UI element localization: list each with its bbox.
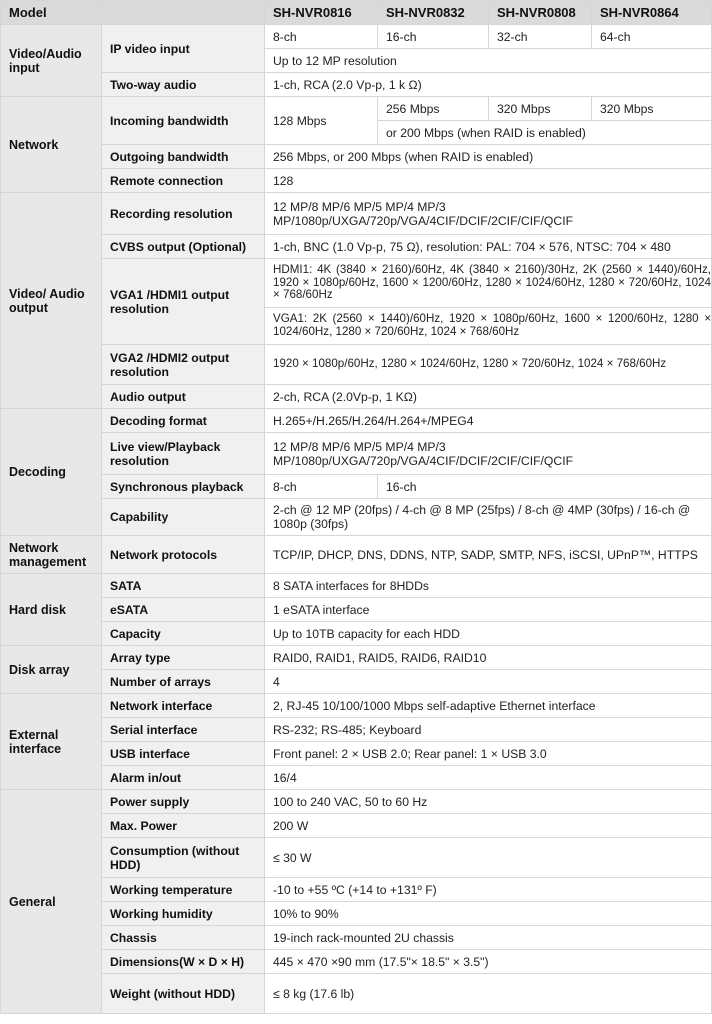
table-row xyxy=(1,878,712,902)
model-header-2: SH-NVR0832 xyxy=(378,1,489,25)
spec-value: RAID0, RAID1, RAID5, RAID6, RAID10 xyxy=(265,646,712,670)
spec-label: Incoming bandwidth xyxy=(102,97,265,145)
table-row xyxy=(1,974,712,1014)
table-row xyxy=(1,838,712,878)
spec-label: Max. Power xyxy=(102,814,265,838)
spec-label: VGA2 /HDMI2 output resolution xyxy=(102,345,265,385)
spec-label: SATA xyxy=(102,574,265,598)
spec-label: Weight (without HDD) xyxy=(102,974,265,1014)
spec-label: Power supply xyxy=(102,790,265,814)
spec-value: 100 to 240 VAC, 50 to 60 Hz xyxy=(265,790,712,814)
table-row xyxy=(1,814,712,838)
table-row xyxy=(1,926,712,950)
spec-label: Chassis xyxy=(102,926,265,950)
spec-label: Working humidity xyxy=(102,902,265,926)
table-row xyxy=(1,259,712,308)
spec-label: Consumption (without HDD) xyxy=(102,838,265,878)
spec-label: Network interface xyxy=(102,694,265,718)
spec-value: 445 × 470 ×90 mm (17.5"× 18.5" × 3.5") xyxy=(265,950,712,974)
incoming-value-4: 320 Mbps xyxy=(592,97,712,121)
spec-value: HDMI1: 4K (3840 × 2160)/60Hz, 4K (3840 × 2160)/30Hz, 2K (2560 × 1440)/60Hz, 1920 × 1080p/60Hz, 1600 × 1200/60Hz, 1280 × 1024/60Hz, 1280 × 720/60Hz, 1024 × 768/60Hz xyxy=(265,259,712,308)
spec-value: 2-ch, RCA (2.0Vp-p, 1 KΩ) xyxy=(265,385,712,409)
spec-label: Array type xyxy=(102,646,265,670)
category-disk-array: Disk array xyxy=(1,646,102,694)
category-network-management: Network management xyxy=(1,536,102,574)
spec-label: Synchronous playback xyxy=(102,475,265,499)
spec-label: Two-way audio xyxy=(102,73,265,97)
model-header-4: SH-NVR0864 xyxy=(592,1,712,25)
table-row xyxy=(1,742,712,766)
spec-value: 12 MP/8 MP/6 MP/5 MP/4 MP/3 MP/1080p/UXGA/720p/VGA/4CIF/DCIF/2CIF/CIF/QCIF xyxy=(265,193,712,235)
spec-value: 1-ch, BNC (1.0 Vp-p, 75 Ω), resolution: PAL: 704 × 576, NTSC: 704 × 480 xyxy=(265,235,712,259)
spec-label: VGA1 /HDMI1 output resolution xyxy=(102,259,265,345)
category-video-audio-input: Video/Audio input xyxy=(1,25,102,97)
ip-channel-4: 64-ch xyxy=(592,25,712,49)
sync-value-1: 8-ch xyxy=(265,475,378,499)
table-row xyxy=(1,536,712,574)
table-row xyxy=(1,433,712,475)
table-row xyxy=(1,345,712,385)
spec-value: 10% to 90% xyxy=(265,902,712,926)
spec-value: Up to 12 MP resolution xyxy=(265,49,712,73)
spec-value: -10 to +55 ºC (+14 to +131º F) xyxy=(265,878,712,902)
incoming-value-3: 320 Mbps xyxy=(489,97,592,121)
table-row xyxy=(1,598,712,622)
table-row xyxy=(1,670,712,694)
table-row xyxy=(1,193,712,235)
table-row xyxy=(1,718,712,742)
spec-label: CVBS output (Optional) xyxy=(102,235,265,259)
spec-label: Outgoing bandwidth xyxy=(102,145,265,169)
category-decoding: Decoding xyxy=(1,409,102,536)
category-network: Network xyxy=(1,97,102,193)
spec-label: eSATA xyxy=(102,598,265,622)
table-row xyxy=(1,235,712,259)
spec-value: ≤ 30 W xyxy=(265,838,712,878)
spec-label: USB interface xyxy=(102,742,265,766)
spec-label: Network protocols xyxy=(102,536,265,574)
ip-channel-2: 16-ch xyxy=(378,25,489,49)
category-general: General xyxy=(1,790,102,1014)
table-row xyxy=(1,950,712,974)
spec-value: 2-ch @ 12 MP (20fps) / 4-ch @ 8 MP (25fps) / 8-ch @ 4MP (30fps) / 16-ch @ 1080p (30fps) xyxy=(265,499,712,536)
table-row xyxy=(1,694,712,718)
spec-label: Working temperature xyxy=(102,878,265,902)
spec-label: Capacity xyxy=(102,622,265,646)
spec-value: 12 MP/8 MP/6 MP/5 MP/4 MP/3 MP/1080p/UXGA/720p/VGA/4CIF/DCIF/2CIF/CIF/QCIF xyxy=(265,433,712,475)
sync-value-2: 16-ch xyxy=(378,475,712,499)
spec-value: Up to 10TB capacity for each HDD xyxy=(265,622,712,646)
spec-label: Dimensions(W × D × H) xyxy=(102,950,265,974)
table-row xyxy=(1,25,712,49)
table-row xyxy=(1,902,712,926)
incoming-value-2: 256 Mbps xyxy=(378,97,489,121)
spec-value: or 200 Mbps (when RAID is enabled) xyxy=(378,121,712,145)
spec-value: 1 eSATA interface xyxy=(265,598,712,622)
spec-value: 200 W xyxy=(265,814,712,838)
table-row xyxy=(1,73,712,97)
spec-value: H.265+/H.265/H.264/H.264+/MPEG4 xyxy=(265,409,712,433)
table-row xyxy=(1,622,712,646)
table-row xyxy=(1,97,712,121)
table-row xyxy=(1,169,712,193)
ip-channel-3: 32-ch xyxy=(489,25,592,49)
table-row xyxy=(1,646,712,670)
category-hard-disk: Hard disk xyxy=(1,574,102,646)
spec-value: Front panel: 2 × USB 2.0; Rear panel: 1 × USB 3.0 xyxy=(265,742,712,766)
spec-label: IP video input xyxy=(102,25,265,73)
spec-label: Live view/Playback resolution xyxy=(102,433,265,475)
spec-value: VGA1: 2K (2560 × 1440)/60Hz, 1920 × 1080p/60Hz, 1600 × 1200/60Hz, 1280 × 1024/60Hz, 1280 × 720/60Hz, 1024 × 768/60Hz xyxy=(265,308,712,345)
table-row xyxy=(1,766,712,790)
spec-label: Number of arrays xyxy=(102,670,265,694)
spec-value: RS-232; RS-485; Keyboard xyxy=(265,718,712,742)
table-row xyxy=(1,790,712,814)
spec-value: 4 xyxy=(265,670,712,694)
spec-value: 128 xyxy=(265,169,712,193)
spec-label: Decoding format xyxy=(102,409,265,433)
spec-value: 2, RJ-45 10/100/1000 Mbps self-adaptive Ethernet interface xyxy=(265,694,712,718)
spec-label: Remote connection xyxy=(102,169,265,193)
spec-label: Recording resolution xyxy=(102,193,265,235)
spec-label: Audio output xyxy=(102,385,265,409)
table-row xyxy=(1,499,712,536)
spec-value: ≤ 8 kg (17.6 lb) xyxy=(265,974,712,1014)
model-header-3: SH-NVR0808 xyxy=(489,1,592,25)
spec-value: TCP/IP, DHCP, DNS, DDNS, NTP, SADP, SMTP, NFS, iSCSI, UPnP™, HTTPS xyxy=(265,536,712,574)
category-video-audio-output: Video/ Audio output xyxy=(1,193,102,409)
spec-value: 8 SATA interfaces for 8HDDs xyxy=(265,574,712,598)
table-row xyxy=(1,385,712,409)
category-external-interface: External interface xyxy=(1,694,102,790)
spec-value: 256 Mbps, or 200 Mbps (when RAID is enabled) xyxy=(265,145,712,169)
spec-label: Capability xyxy=(102,499,265,536)
spec-label: Serial interface xyxy=(102,718,265,742)
ip-channel-1: 8-ch xyxy=(265,25,378,49)
spec-value: 1-ch, RCA (2.0 Vp-p, 1 k Ω) xyxy=(265,73,712,97)
spec-value: 16/4 xyxy=(265,766,712,790)
spec-value: 1920 × 1080p/60Hz, 1280 × 1024/60Hz, 1280 × 720/60Hz, 1024 × 768/60Hz xyxy=(265,345,712,385)
spec-value: 19-inch rack-mounted 2U chassis xyxy=(265,926,712,950)
spec-label: Alarm in/out xyxy=(102,766,265,790)
table-row xyxy=(1,145,712,169)
table-row xyxy=(1,409,712,433)
table-row xyxy=(1,574,712,598)
table-row xyxy=(1,475,712,499)
model-header: Model xyxy=(1,1,102,25)
table-header-row xyxy=(1,1,712,25)
model-header-1: SH-NVR0816 xyxy=(265,1,378,25)
spec-value: 128 Mbps xyxy=(265,97,378,145)
blank-header-cell xyxy=(102,1,265,25)
